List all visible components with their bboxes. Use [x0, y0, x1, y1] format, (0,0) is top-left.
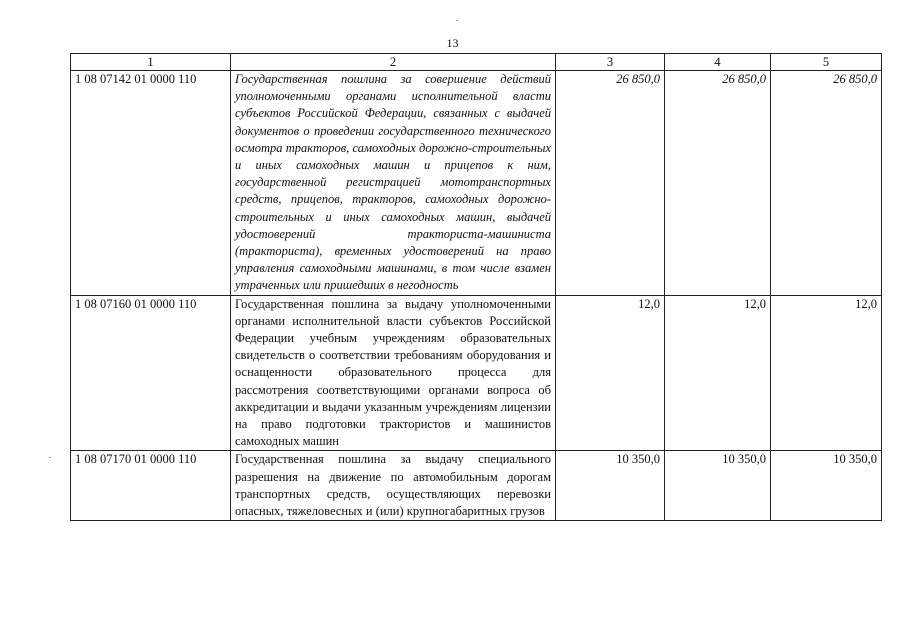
amount-col4-cell: 12,0 — [665, 295, 771, 451]
table-row — [71, 451, 882, 521]
amount-col4-cell: 26 850,0 — [665, 71, 771, 296]
budget-code-cell: 1 08 07160 01 0000 110 — [71, 295, 231, 451]
scan-speck — [49, 457, 51, 458]
amount-col5-cell: 12,0 — [771, 295, 882, 451]
table-row — [71, 295, 882, 451]
amount-col3-cell: 26 850,0 — [556, 71, 665, 296]
scan-speck — [456, 20, 458, 21]
amount-col5-cell: 26 850,0 — [771, 71, 882, 296]
amount-col3-cell: 10 350,0 — [556, 451, 665, 521]
column-header-2: 2 — [231, 54, 556, 71]
amount-col3-cell: 12,0 — [556, 295, 665, 451]
budget-code-cell: 1 08 07170 01 0000 110 — [71, 451, 231, 521]
budget-code-cell: 1 08 07142 01 0000 110 — [71, 71, 231, 296]
table-row — [71, 71, 882, 296]
column-header-5: 5 — [771, 54, 882, 71]
page-number: 13 — [446, 36, 459, 50]
amount-col5-cell: 10 350,0 — [771, 451, 882, 521]
amount-col4-cell: 10 350,0 — [665, 451, 771, 521]
revenue-name-cell: Государственная пошлина за выдачу специального разрешения на движение по автомобильным дорогам транспортных средств, осуществляющих перевозки опасных, тяжеловесных и (или) крупногабаритных грузов — [231, 451, 556, 521]
column-header-1: 1 — [71, 54, 231, 71]
revenue-table — [70, 53, 882, 521]
revenue-name-cell: Государственная пошлина за совершение действий уполномоченными органами исполнительной власти субъектов Российской Федерации, связанных с выдачей документов о проведении государственного технического осмотра тракторов, самоходных дорожно-строительных и иных самоходных машин и прицепов к ним, государственной регистрацией мототранспортных средств, прицепов, тракторов, самоходных дорожно-строительных и иных самоходных машин, выдачей удостоверений тракториста-машиниста (тракториста), временных удостоверений на право управления самоходными машинами, в том числе взамен утраченных или пришедших в негодность — [231, 71, 556, 296]
column-header-4: 4 — [665, 54, 771, 71]
column-number-row — [71, 54, 882, 71]
column-header-3: 3 — [556, 54, 665, 71]
revenue-name-cell: Государственная пошлина за выдачу уполномоченными органами исполнительной власти субъектов Российской Федерации учебным учреждениям образовательных свидетельств о соответствии требованиям оборудования и оснащенности образовательного процесса для рассмотрения соответствующими органами вопроса об аккредитации и выдачи указанным учреждениям лицензии на право подготовки трактористов и машинистов самоходных машин — [231, 295, 556, 451]
